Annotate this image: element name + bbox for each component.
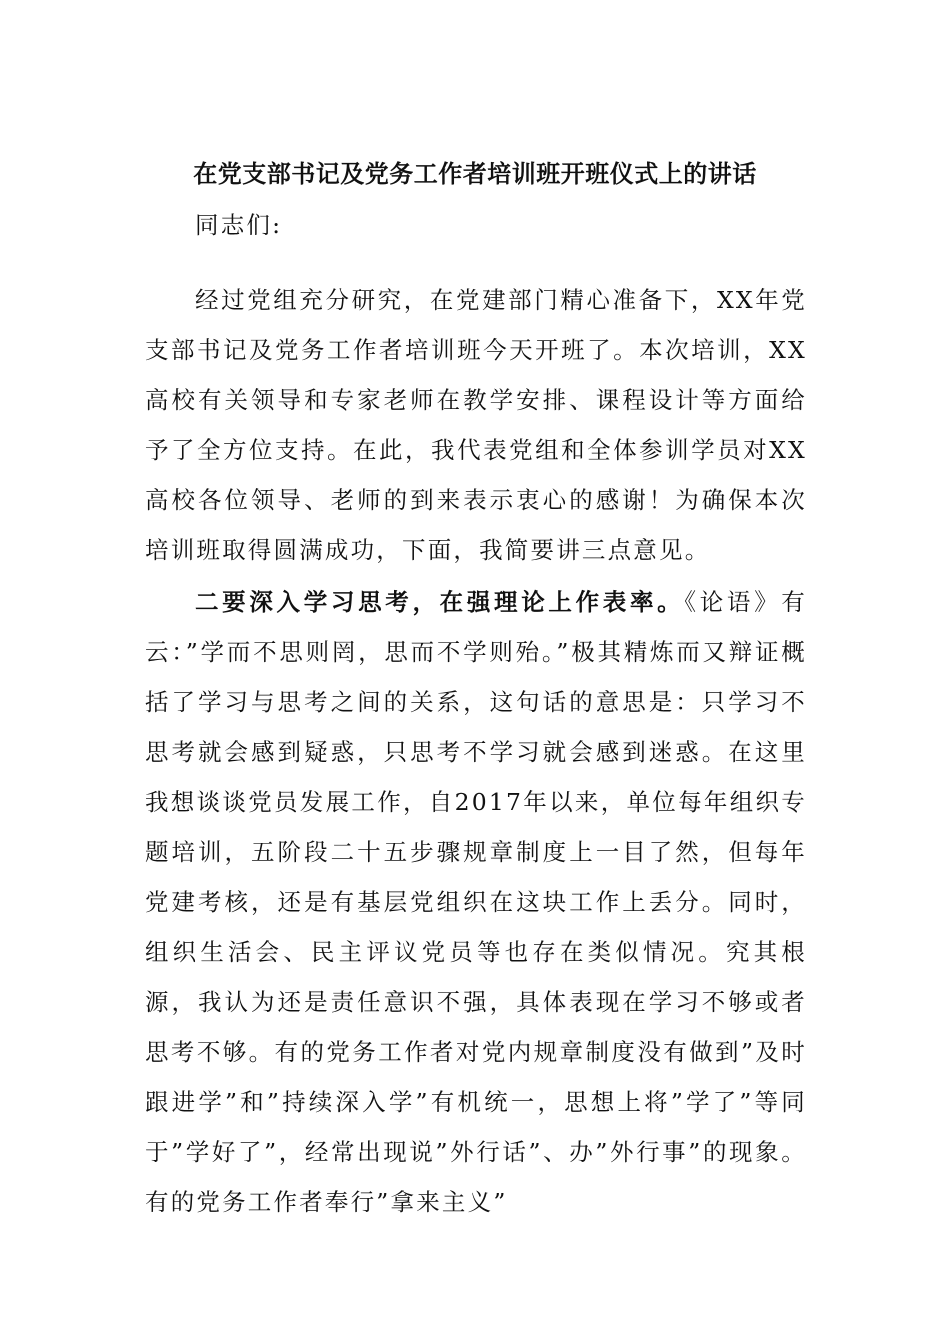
paragraph-2 <box>145 577 807 1227</box>
document-title: 在党支部书记及党务工作者培训班开班仪式上的讲话 <box>193 159 757 188</box>
paragraph-1: 经过党组充分研究，在党建部门精心准备下，XX年党支部书记及党务工作者培训班今天开班了。本次培训，XX高校有关领导和专家老师在教学安排、课程设计等方面给予了全方位支持。在此，我代表党组和全体参训学员对XX高校各位领导、老师的到来表示衷心的感谢！为确保本次培训班取得圆满成功，下面，我简要讲三点意见。 <box>145 286 807 564</box>
paragraph-2-body: 《论语》有云：”学而不思则罔，思而不学则殆。”极其精炼而又辩证概括了学习与思考之间的关系，这句话的意思是：只学习不思考就会感到疑惑，只思考不学习就会感到迷惑。在这里我想谈谈党员发展工作，自2017年以来，单位每年组织专题培训，五阶段二十五步骤规章制度上一目了然，但每年党建考核，还是有基层党组织在这块工作上丢分。同时，组织生活会、民主评议党员等也存在类似情况。究其根源，我认为还是责任意识不强，具体表现在学习不够或者思考不够。有的党务工作者对党内规章制度没有做到”及时跟进学”和”持续深入学”有机统一，思想上将”学了”等同于”学好了”，经常出现说”外行话”、办”外行事”的现象。有的党务工作者奉行”拿来主义” <box>145 588 807 1216</box>
paragraph-2-heading: 二要深入学习思考，在强理论上作表率。 <box>195 588 685 616</box>
salutation: 同志们: <box>195 211 283 239</box>
